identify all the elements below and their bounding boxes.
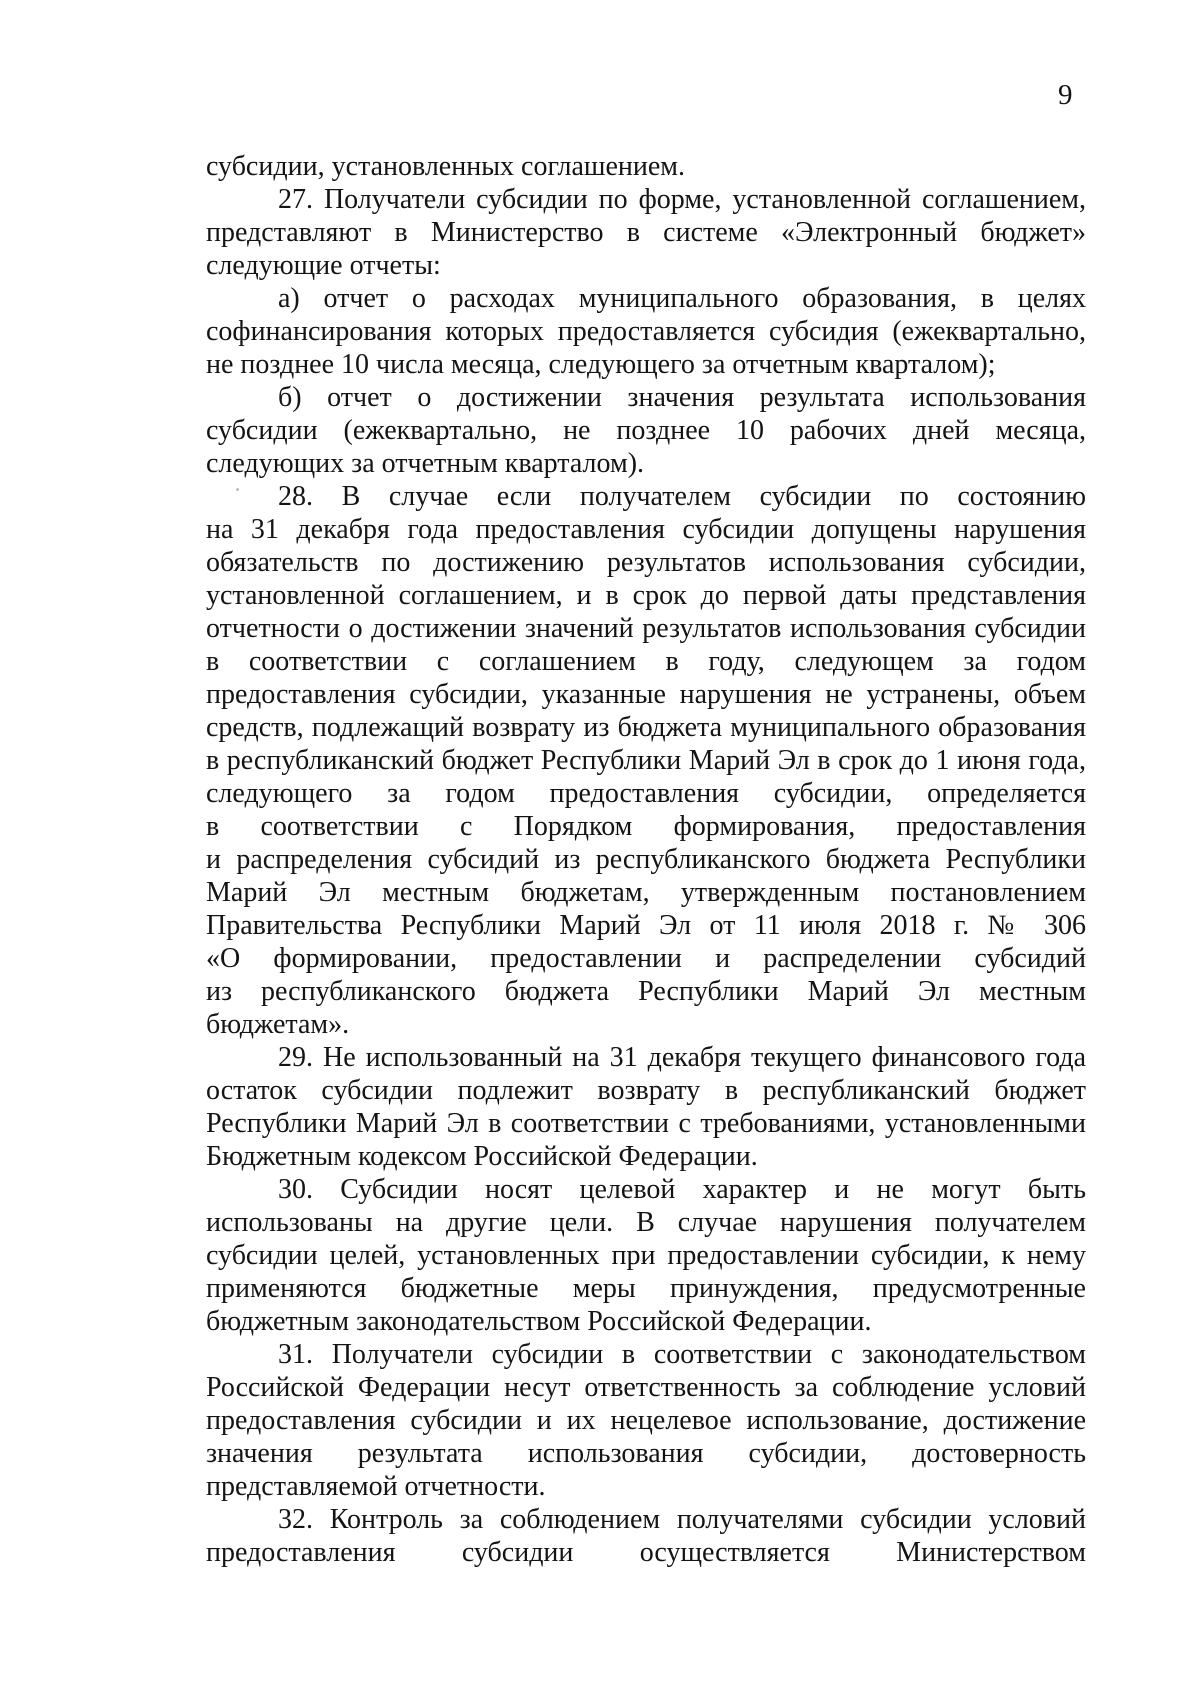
text-line: 32. Контроль за соблюдением получателями субсидии условий	[278, 1504, 1086, 1535]
page-number: 9	[1058, 79, 1073, 111]
text-line: использованы на другие цели. В случае нарушения получателем	[206, 1207, 1086, 1238]
text-line: и распределения субсидий из республиканского бюджета Республики	[206, 844, 1086, 875]
scan-speck	[236, 488, 239, 491]
text-line: из республиканского бюджета Республики Марий Эл местным	[206, 976, 1086, 1007]
body-text	[206, 150, 1086, 1569]
text-line: субсидии, установленных соглашением.	[206, 151, 686, 182]
text-line: а) отчет о расходах муниципального образования, в целях	[278, 283, 1086, 314]
text-line: 28. В случае если получателем субсидии по состоянию	[278, 481, 1086, 512]
text-line: 31. Получатели субсидии в соответствии с законодательством	[278, 1339, 1086, 1370]
text-line: предоставления субсидии осуществляется Министерством	[206, 1537, 1086, 1568]
text-line: в соответствии с соглашением в году, следующем за годом	[206, 646, 1086, 677]
text-line: следующего за годом предоставления субсидии, определяется	[206, 778, 1086, 809]
text-line: 27. Получатели субсидии по форме, установленной соглашением,	[278, 184, 1086, 215]
text-line: представляемой отчетности.	[206, 1471, 546, 1502]
text-line: Марий Эл местным бюджетам, утвержденным постановлением	[206, 877, 1086, 908]
text-line: софинансирования которых предоставляется субсидия (ежеквартально,	[206, 316, 1086, 347]
text-line: на 31 декабря года предоставления субсидии допущены нарушения	[206, 514, 1086, 545]
text-line: средств, подлежащий возврату из бюджета муниципального образования	[206, 712, 1086, 743]
text-line: Республики Марий Эл в соответствии с требованиями, установленными	[206, 1108, 1086, 1139]
text-line: представляют в Министерство в системе «Электронный бюджет»	[206, 217, 1086, 248]
text-line: субсидии (ежеквартально, не позднее 10 рабочих дней месяца,	[206, 415, 1086, 446]
text-line: отчетности о достижении значений результатов использования субсидии	[206, 613, 1086, 644]
text-line: бюджетам».	[206, 1009, 350, 1040]
text-line: установленной соглашением, и в срок до первой даты представления	[206, 580, 1086, 611]
text-line: применяются бюджетные меры принуждения, предусмотренные	[206, 1273, 1086, 1304]
text-line: «О формировании, предоставлении и распределении субсидий	[206, 943, 1086, 974]
text-line: Российской Федерации несут ответственность за соблюдение условий	[206, 1372, 1086, 1403]
text-line: обязательств по достижению результатов использования субсидии,	[206, 547, 1086, 578]
text-line: б) отчет о достижении значения результата использования	[278, 382, 1086, 413]
text-line: 29. Не использованный на 31 декабря текущего финансового года	[278, 1042, 1086, 1073]
text-line: предоставления субсидии, указанные нарушения не устранены, объем	[206, 679, 1086, 710]
text-line: предоставления субсидии и их нецелевое использование, достижение	[206, 1405, 1086, 1436]
text-line: значения результата использования субсидии, достоверность	[206, 1438, 1086, 1469]
text-line: не позднее 10 числа месяца, следующего за отчетным кварталом);	[206, 349, 996, 380]
text-line: следующие отчеты:	[206, 250, 441, 281]
text-line: бюджетным законодательством Российской Федерации.	[206, 1306, 872, 1337]
text-line: остаток субсидии подлежит возврату в республиканский бюджет	[206, 1075, 1086, 1106]
text-line: в соответствии с Порядком формирования, предоставления	[206, 811, 1086, 842]
text-line: Бюджетным кодексом Российской Федерации.	[206, 1141, 758, 1172]
text-line: 30. Субсидии носят целевой характер и не могут быть	[278, 1174, 1086, 1205]
text-line: Правительства Республики Марий Эл от 11 июля 2018 г. № 306	[206, 910, 1086, 941]
text-line: следующих за отчетным кварталом).	[206, 448, 645, 479]
text-line: субсидии целей, установленных при предоставлении субсидии, к нему	[206, 1240, 1086, 1271]
text-line: в республиканский бюджет Республики Марий Эл в срок до 1 июня года,	[206, 745, 1086, 776]
